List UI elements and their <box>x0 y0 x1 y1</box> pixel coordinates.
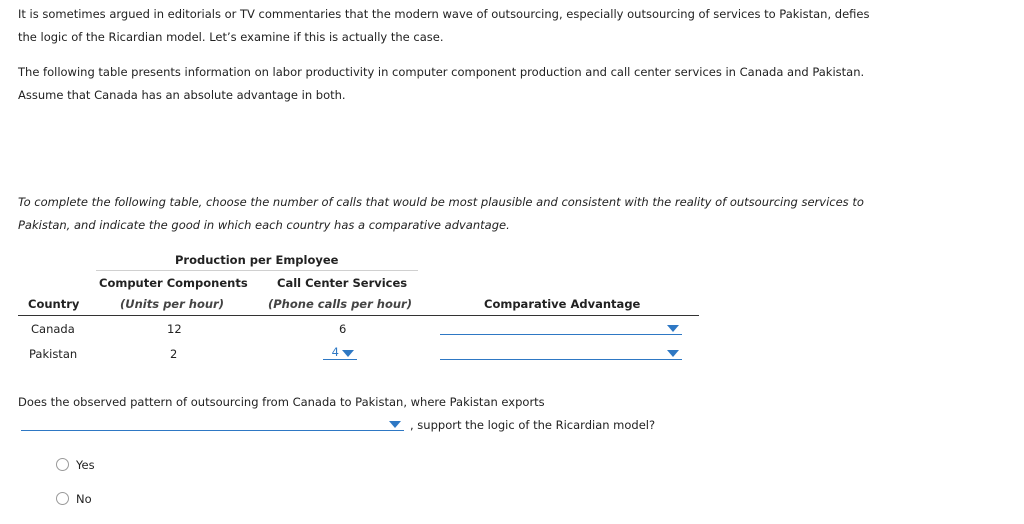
col-header-call: Call Center Services <box>277 276 408 290</box>
col-header-call-unit: (Phone calls per hour) <box>268 297 412 311</box>
row-call-value: 6 <box>339 322 347 336</box>
chevron-down-icon <box>667 350 679 357</box>
row-computer-value: 2 <box>170 347 178 361</box>
info-line-1: The following table presents information on labor productivity in computer component production and call center services in Canada and Pakistan. <box>18 65 865 79</box>
row-country: Canada <box>31 322 75 336</box>
chevron-down-icon <box>667 325 679 332</box>
canada-advantage-dropdown[interactable] <box>440 322 682 335</box>
question-text: Does the observed pattern of outsourcing from Canada to Pakistan, where Pakistan exports <box>18 395 545 409</box>
info-paragraph <box>18 61 1008 107</box>
pakistan-calls-value: 4 <box>331 345 339 359</box>
col-header-advantage: Comparative Advantage <box>484 297 641 311</box>
group-header-divider <box>96 270 418 271</box>
instructions-line-1: To complete the following table, choose the number of calls that would be most plausible and consistent with the reality of outsourcing services to <box>18 195 864 209</box>
pakistan-advantage-dropdown[interactable] <box>440 347 682 360</box>
pakistan-exports-dropdown[interactable] <box>21 418 404 431</box>
radio-circle[interactable] <box>56 492 69 505</box>
radio-circle[interactable] <box>56 458 69 471</box>
col-header-country: Country <box>28 297 80 311</box>
radio-label[interactable]: No <box>76 492 92 506</box>
chevron-down-icon <box>342 350 354 357</box>
header-divider <box>18 315 699 316</box>
pakistan-calls-dropdown[interactable] <box>323 347 357 360</box>
col-header-computer-unit: (Units per hour) <box>120 297 224 311</box>
chevron-down-icon <box>389 421 401 428</box>
intro-paragraph <box>18 3 1008 49</box>
radio-label[interactable]: Yes <box>76 458 95 472</box>
intro-line-1: It is sometimes argued in editorials or TV commentaries that the modern wave of outsourcing, especially outsourcing of services to Pakistan, defies <box>18 7 870 21</box>
row-computer-value: 12 <box>167 322 182 336</box>
instructions-paragraph <box>18 191 1008 237</box>
question-tail: , support the logic of the Ricardian model? <box>410 418 656 432</box>
group-header: Production per Employee <box>175 253 339 267</box>
info-line-2: Assume that Canada has an absolute advantage in both. <box>18 88 346 102</box>
row-country: Pakistan <box>29 347 78 361</box>
col-header-computer: Computer Components <box>99 276 248 290</box>
intro-line-2: the logic of the Ricardian model. Let’s examine if this is actually the case. <box>18 30 444 44</box>
instructions-line-2: Pakistan, and indicate the good in which each country has a comparative advantage. <box>18 218 510 232</box>
